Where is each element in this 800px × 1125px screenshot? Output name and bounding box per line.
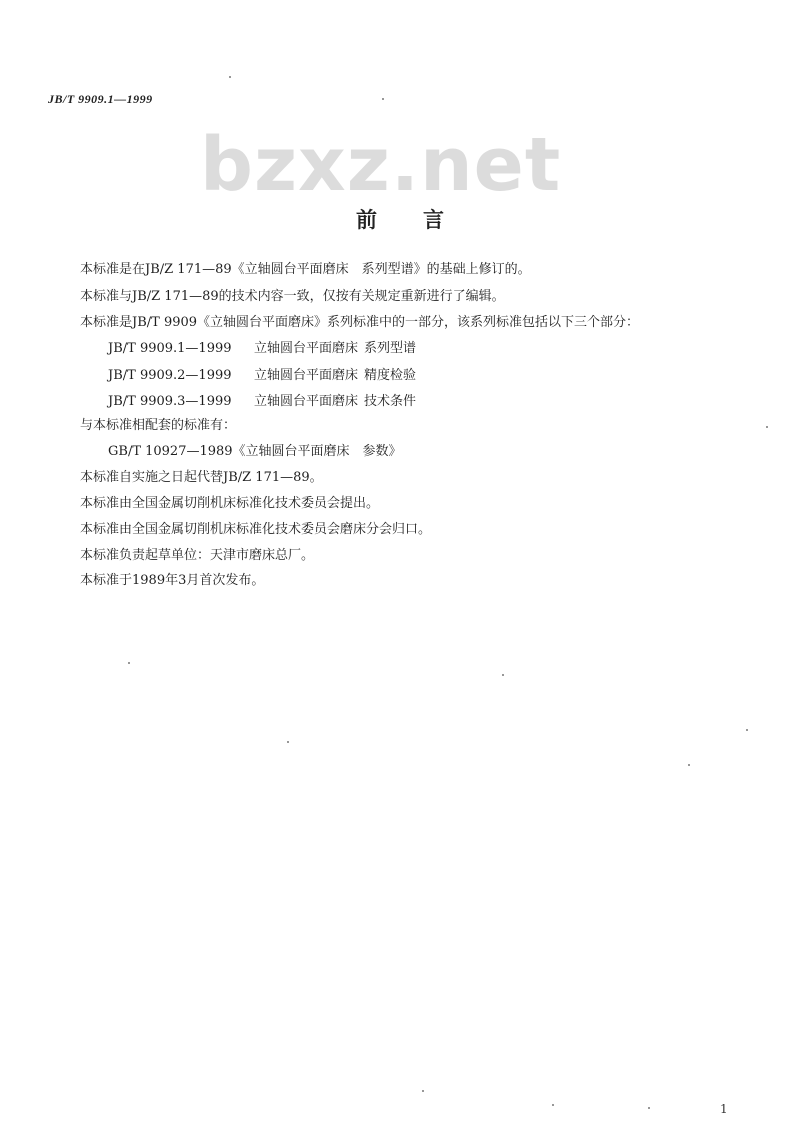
standard-code-header: JB/T 9909.1—1999 (48, 92, 153, 106)
series-part-topic: 系列型谱 (364, 341, 417, 356)
related-standards-intro: 与本标准相配套的标准有： (80, 418, 237, 433)
paragraph-drafting-unit: 本标准负责起草单位：天津市磨床总厂。 (80, 548, 315, 563)
paragraph-technical-content: 本标准与JB/Z 171—89的技术内容一致，仅按有关规定重新进行了编辑。 (80, 289, 505, 304)
title-char-2: 言 (423, 208, 444, 232)
page-number: 1 (720, 1102, 728, 1116)
page-title (0, 204, 800, 234)
scan-speck (382, 98, 384, 100)
related-standard-item: GB/T 10927—1989《立轴圆台平面磨床 参数》 (108, 444, 402, 459)
paragraph-proposer: 本标准由全国金属切削机床标准化技术委员会提出。 (80, 496, 380, 511)
paragraph-revision-basis: 本标准是在JB/Z 171—89《立轴圆台平面磨床 系列型谱》的基础上修订的。 (80, 262, 531, 277)
series-part-code: JB/T 9909.3—1999 (108, 394, 232, 409)
paragraph-first-publication: 本标准于1989年3月首次发布。 (80, 573, 265, 588)
scan-speck (128, 662, 130, 664)
scan-speck (552, 1104, 554, 1106)
scan-speck (688, 764, 690, 766)
series-part-row (108, 394, 416, 410)
series-part-name: 立轴圆台平面磨床 (254, 394, 359, 409)
scan-speck (648, 1107, 650, 1109)
series-part-code: JB/T 9909.2—1999 (108, 368, 232, 383)
series-part-topic: 技术条件 (364, 394, 417, 409)
series-part-name: 立轴圆台平面磨床 (254, 341, 359, 356)
series-part-row (108, 368, 416, 384)
watermark: bzxz.net (200, 122, 562, 208)
series-part-row (108, 341, 416, 357)
series-part-topic: 精度检验 (364, 368, 417, 383)
paragraph-administrator: 本标准由全国金属切削机床标准化技术委员会磨床分会归口。 (80, 522, 432, 537)
scan-speck (422, 1090, 424, 1092)
scan-speck (287, 741, 289, 743)
scan-speck (746, 729, 748, 731)
scan-speck (502, 674, 504, 676)
scan-speck (229, 76, 231, 78)
series-part-name: 立轴圆台平面磨床 (254, 368, 359, 383)
paragraph-series-scope: 本标准是JB/T 9909《立轴圆台平面磨床》系列标准中的一部分，该系列标准包括以下三个部分： (80, 315, 640, 330)
title-char-1: 前 (356, 208, 377, 232)
series-part-code: JB/T 9909.1—1999 (108, 341, 232, 356)
paragraph-replacement: 本标准自实施之日起代替JB/Z 171—89。 (80, 470, 323, 485)
scan-speck (766, 426, 768, 428)
